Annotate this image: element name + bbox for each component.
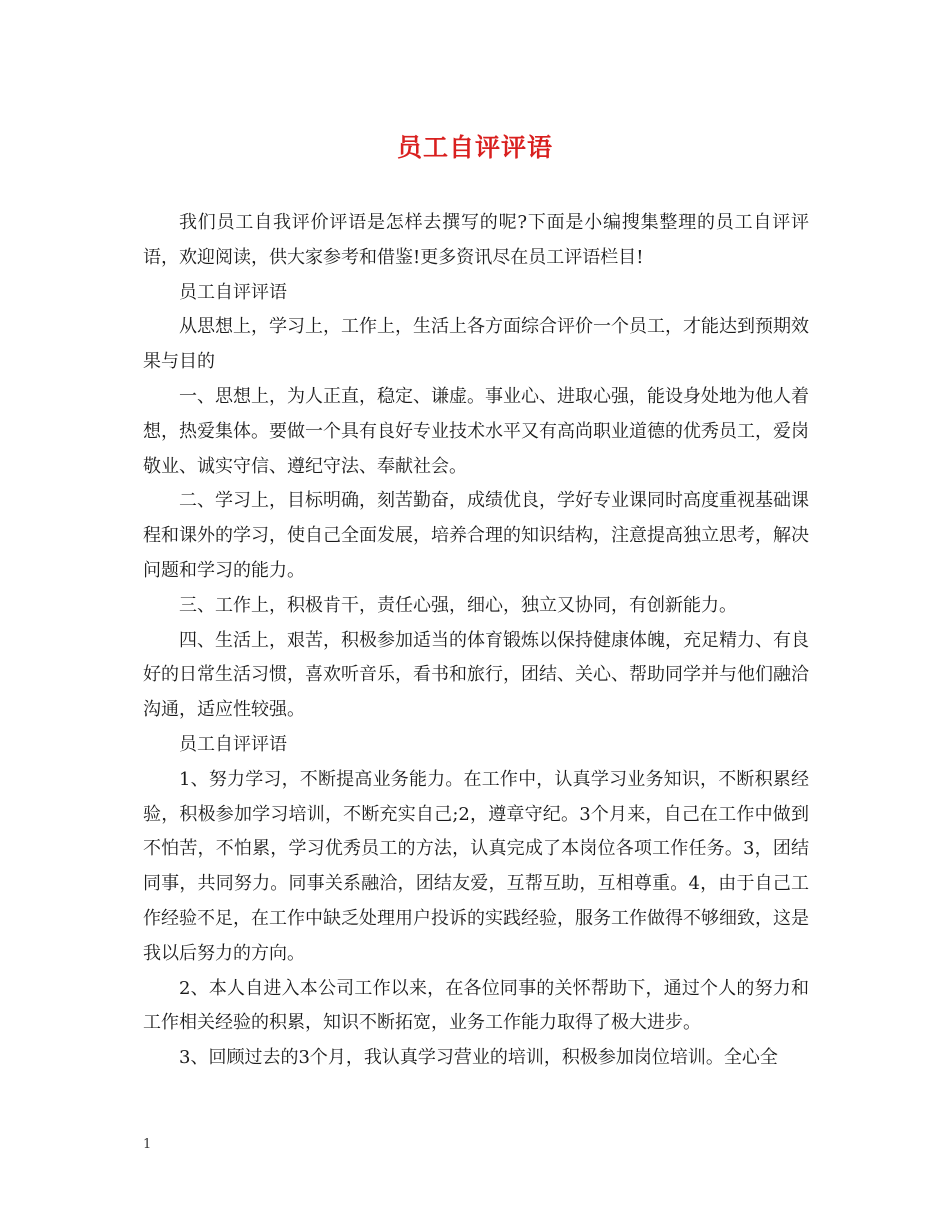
paragraph: 2、本人自进入本公司工作以来，在各位同事的关怀帮助下，通过个人的努力和工作相关经验的积累，知识不断拓宽，业务工作能力取得了极大进步。 [143,977,809,1034]
paragraph: 员工自评评语 [179,281,287,303]
paragraph: 二、学习上，目标明确，刻苦勤奋，成绩优良，学好专业课同时高度重视基础课程和课外的学习，使自己全面发展，培养合理的知识结构，注意提高独立思考，解决问题和学习的能力。 [143,490,809,581]
paragraph: 一、思想上，为人正直，稳定、谦虚。事业心、进取心强，能设身处地为他人着想，热爱集体。要做一个具有良好专业技术水平又有高尚职业道德的优秀员工，爱岗敬业、诚实守信、遵纪守法、奉献社会。 [143,385,809,477]
document-body [143,206,809,1076]
paragraph: 3、回顾过去的3个月，我认真学习营业的培训，积极参加岗位培训。全心全 [179,1047,778,1069]
paragraph: 从思想上，学习上，工作上，生活上各方面综合评价一个员工，才能达到预期效果与目的 [143,316,809,373]
page-number: 1 [143,1137,152,1152]
paragraph: 四、生活上，艰苦，积极参加适当的体育锻炼以保持健康体魄，充足精力、有良好的日常生活习惯，喜欢听音乐，看书和旅行，团结、关心、帮助同学并与他们融洽沟通，适应性较强。 [143,629,809,721]
paragraph: 员工自评评语 [179,733,287,755]
paragraph: 1、努力学习，不断提高业务能力。在工作中，认真学习业务知识，不断积累经验，积极参加学习培训，不断充实自己;2，遵章守纪。3个月来，自己在工作中做到不怕苦，不怕累，学习优秀员工的方法，认真完成了本岗位各项工作任务。3，团结同事，共同努力。同事关系融洽，团结友爱，互帮互助，互相尊重。4，由于自己工作经验不足，在工作中缺乏处理用户投诉的实践经验，服务工作做得不够细致，这是我以后努力的方向。 [143,768,809,964]
document-title: 员工自评评语 [396,133,553,162]
paragraph: 我们员工自我评价评语是怎样去撰写的呢?下面是小编搜集整理的员工自评评语，欢迎阅读，供大家参考和借鉴!更多资讯尽在员工评语栏目! [143,212,809,268]
paragraph: 三、工作上，积极肯干，责任心强，细心，独立又协同，有创新能力。 [179,594,737,616]
